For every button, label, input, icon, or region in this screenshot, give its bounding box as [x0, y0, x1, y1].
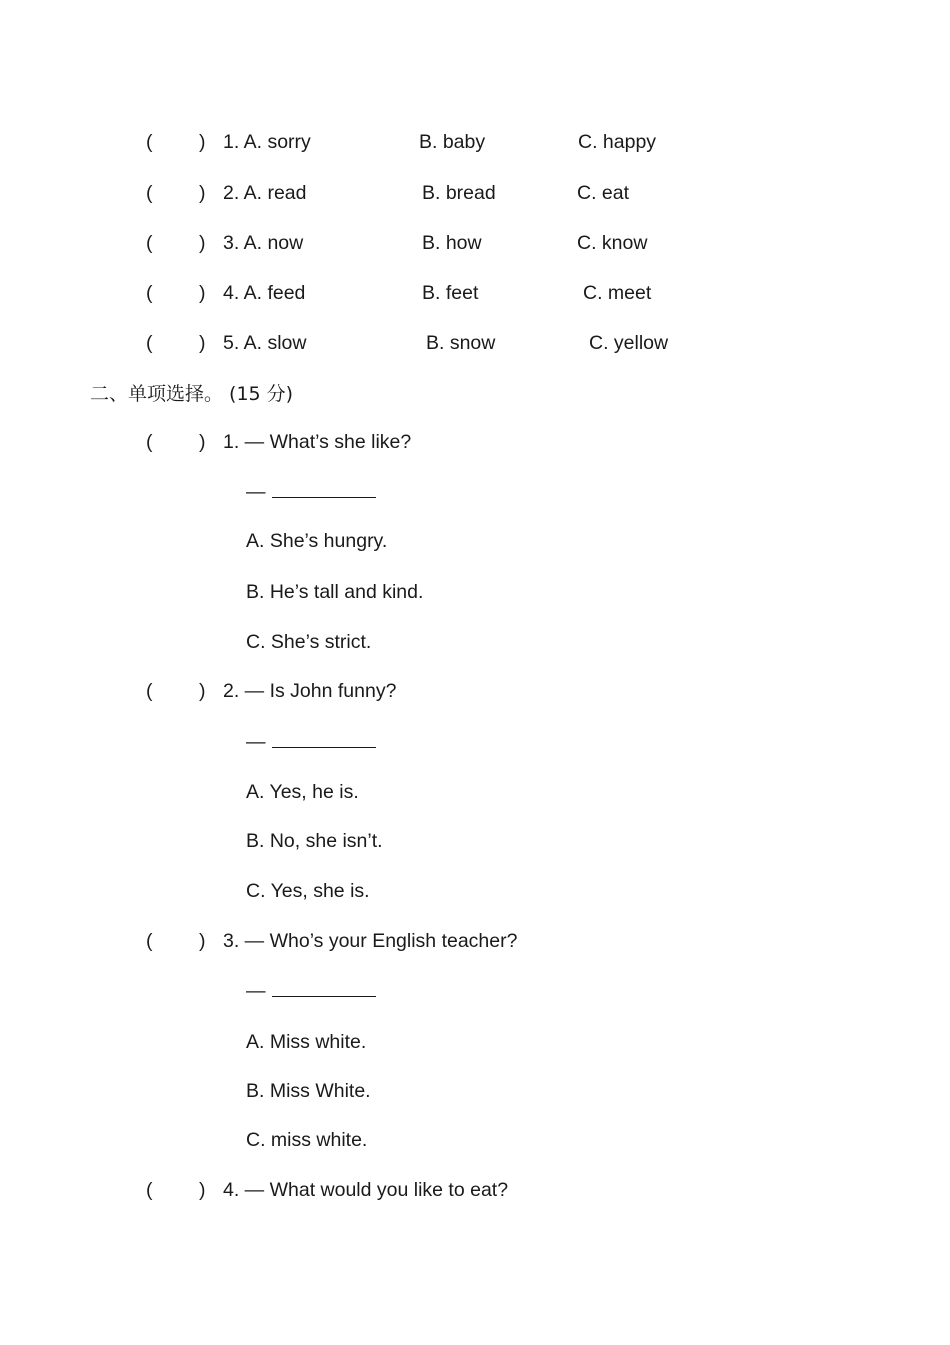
- question-text: 1. — What’s she like?: [223, 431, 412, 453]
- answer-paren-open: (: [146, 232, 153, 254]
- option-c: C. happy: [578, 131, 657, 153]
- answer-paren-close: ): [199, 431, 206, 453]
- choice-c: C. Yes, she is.: [246, 880, 370, 902]
- question-text: 4. — What would you like to eat?: [223, 1179, 509, 1201]
- option-c: C. know: [577, 232, 648, 254]
- option-a: 3. A. now: [223, 232, 304, 254]
- answer-paren-close: ): [199, 332, 206, 354]
- option-a: 2. A. read: [223, 182, 307, 204]
- option-c: C. eat: [577, 182, 630, 204]
- answer-dash: —: [246, 731, 266, 753]
- option-a: 4. A. feed: [223, 282, 306, 304]
- answer-paren-close: ): [199, 182, 206, 204]
- option-b: B. feet: [422, 282, 479, 304]
- answer-paren-close: ): [199, 680, 206, 702]
- answer-line: [246, 480, 376, 504]
- answer-paren-open: (: [146, 431, 153, 453]
- answer-paren-open: (: [146, 182, 153, 204]
- option-b: B. snow: [426, 332, 496, 354]
- answer-line: [246, 979, 376, 1003]
- option-c: C. yellow: [589, 332, 669, 354]
- choice-a: A. She’s hungry.: [246, 530, 388, 552]
- choice-c: C. miss white.: [246, 1129, 368, 1151]
- option-a: 5. A. slow: [223, 332, 307, 354]
- choice-b: B. Miss White.: [246, 1080, 371, 1102]
- question-text: 2. — Is John funny?: [223, 680, 397, 702]
- section-title: 二、单项选择。 (15 分): [90, 383, 294, 405]
- answer-paren-open: (: [146, 332, 153, 354]
- choice-a: A. Miss white.: [246, 1031, 367, 1053]
- option-b: B. baby: [419, 131, 486, 153]
- answer-blank: [272, 481, 376, 498]
- option-b: B. bread: [422, 182, 496, 204]
- answer-paren-close: ): [199, 930, 206, 952]
- answer-paren-open: (: [146, 131, 153, 153]
- choice-c: C. She’s strict.: [246, 631, 372, 653]
- choice-b: B. No, she isn’t.: [246, 830, 383, 852]
- answer-dash: —: [246, 481, 266, 503]
- answer-paren-open: (: [146, 930, 153, 952]
- answer-blank: [272, 980, 376, 997]
- answer-paren-close: ): [199, 282, 206, 304]
- answer-paren-open: (: [146, 680, 153, 702]
- answer-paren-close: ): [199, 232, 206, 254]
- answer-paren-open: (: [146, 282, 153, 304]
- option-c: C. meet: [583, 282, 652, 304]
- choice-a: A. Yes, he is.: [246, 781, 359, 803]
- option-a: 1. A. sorry: [223, 131, 311, 153]
- answer-paren-open: (: [146, 1179, 153, 1201]
- question-text: 3. — Who’s your English teacher?: [223, 930, 518, 952]
- choice-b: B. He’s tall and kind.: [246, 581, 424, 603]
- answer-line: [246, 730, 376, 754]
- answer-dash: —: [246, 980, 266, 1002]
- answer-paren-close: ): [199, 131, 206, 153]
- answer-blank: [272, 731, 376, 748]
- answer-paren-close: ): [199, 1179, 206, 1201]
- option-b: B. how: [422, 232, 482, 254]
